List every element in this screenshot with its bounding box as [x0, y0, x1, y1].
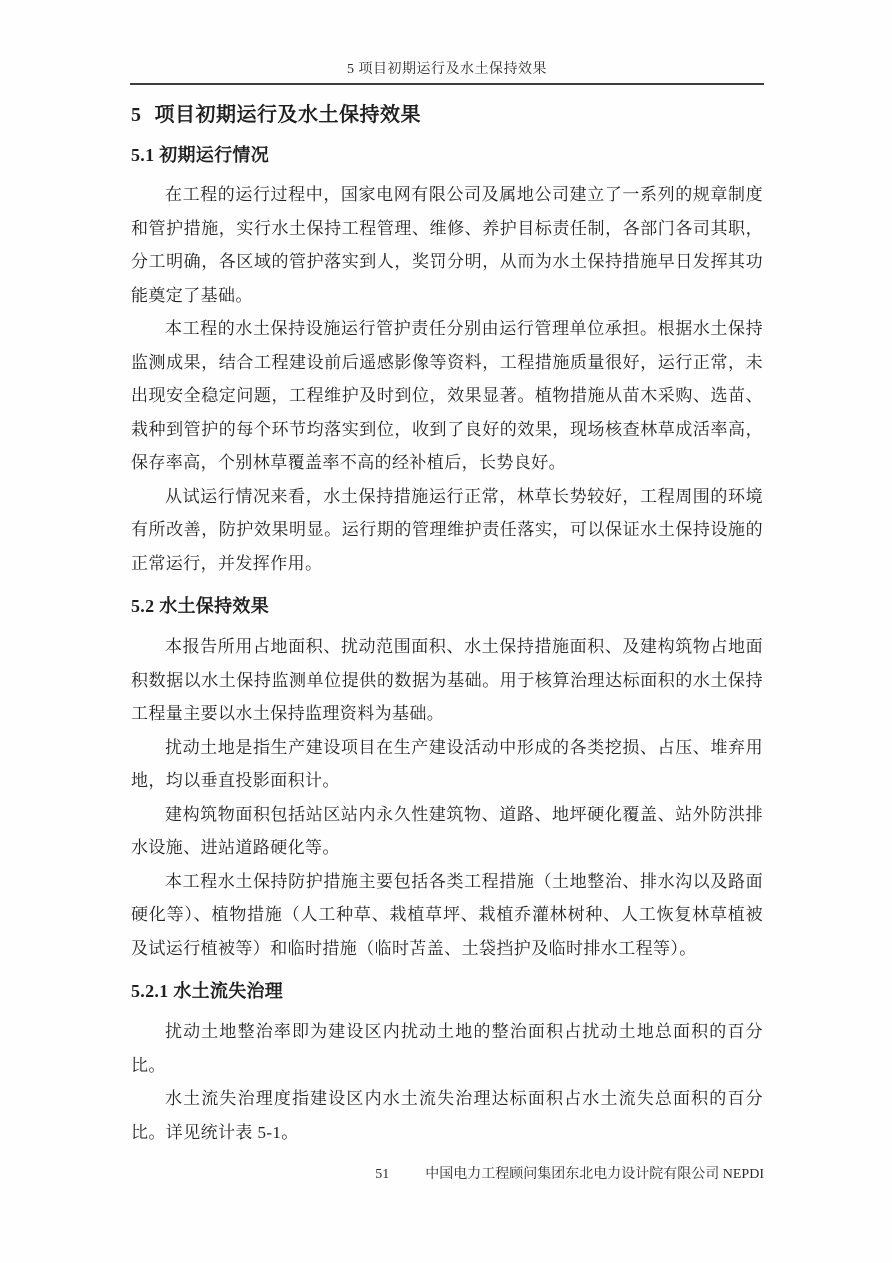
paragraph: 在工程的运行过程中，国家电网有限公司及属地公司建立了一系列的规章制度和管护措施，实行水土保持工程管理、维修、养护目标责任制，各部门各司其职，分工明确，各区域的管护落实到人，奖罚分明，从而为水土保持措施早日发挥其功能奠定了基础。: [131, 185, 763, 305]
footer-company-name: 中国电力工程顾问集团东北电力设计院有限公司 NEPDI: [425, 1167, 764, 1182]
footer-page-number: 51: [375, 1167, 390, 1182]
paragraph: 水土流失治理度指建设区内水土流失治理达标面积占水土流失总面积的百分比。详见统计表 5-1。: [131, 1089, 763, 1142]
section-heading-5-2: 5.2 水土保持效果: [131, 596, 269, 616]
section-heading-5-2-1: 5.2.1 水土流失治理: [131, 981, 284, 1001]
paragraph: 本报告所用占地面积、扰动范围面积、水土保持措施面积、及建构筑物占地面积数据以水土保持监测单位提供的数据为基础。用于核算治理达标面积的水土保持工程量主要以水土保持监理资料为基础。: [131, 637, 763, 723]
running-header: 5 项目初期运行及水土保持效果: [347, 62, 547, 77]
section-heading-5-1: 5.1 初期运行情况: [131, 145, 269, 165]
page-content: [131, 101, 763, 1149]
chapter-title-text: 项目初期运行及水土保持效果: [154, 104, 421, 126]
paragraph: 建构筑物面积包括站区站内永久性建筑物、道路、地坪硬化覆盖、站外防洪排水设施、进站道路硬化等。: [131, 804, 763, 857]
chapter-title: [131, 101, 763, 129]
paragraph: 本工程水土保持防护措施主要包括各类工程措施（土地整治、排水沟以及路面硬化等）、植物措施（人工种草、栽植草坪、栽植乔灌林树种、人工恢复林草植被及试运行植被等）和临时措施（临时苫盖、土袋挡护及临时排水工程等）。: [131, 871, 763, 958]
paragraph: 本工程的水土保持设施运行管护责任分别由运行管理单位承担。根据水土保持监测成果，结合工程建设前后遥感影像等资料，工程措施质量很好，运行正常，未出现安全稳定问题，工程维护及时到位，效果显著。植物措施从苗木采购、选苗、栽种到管护的每个环节均落实到位，收到了良好的效果，现场核查林草成活率高，保存率高，个别林草覆盖率不高的经补植后，长势良好。: [131, 319, 763, 472]
chapter-number: 5: [131, 104, 142, 126]
paragraph: 扰动土地整治率即为建设区内扰动土地的整治面积占扰动土地总面积的百分比。: [131, 1022, 763, 1075]
header-rule-divider: [130, 83, 764, 85]
paragraph: 从试运行情况来看，水土保持措施运行正常，林草长势较好，工程周围的环境有所改善，防护效果明显。运行期的管理维护责任落实，可以保证水土保持设施的正常运行，并发挥作用。: [131, 486, 763, 573]
paragraph: 扰动土地是指生产建设项目在生产建设活动中形成的各类挖损、占压、堆弃用地，均以垂直投影面积计。: [131, 737, 763, 790]
page-footer: [130, 1163, 764, 1183]
